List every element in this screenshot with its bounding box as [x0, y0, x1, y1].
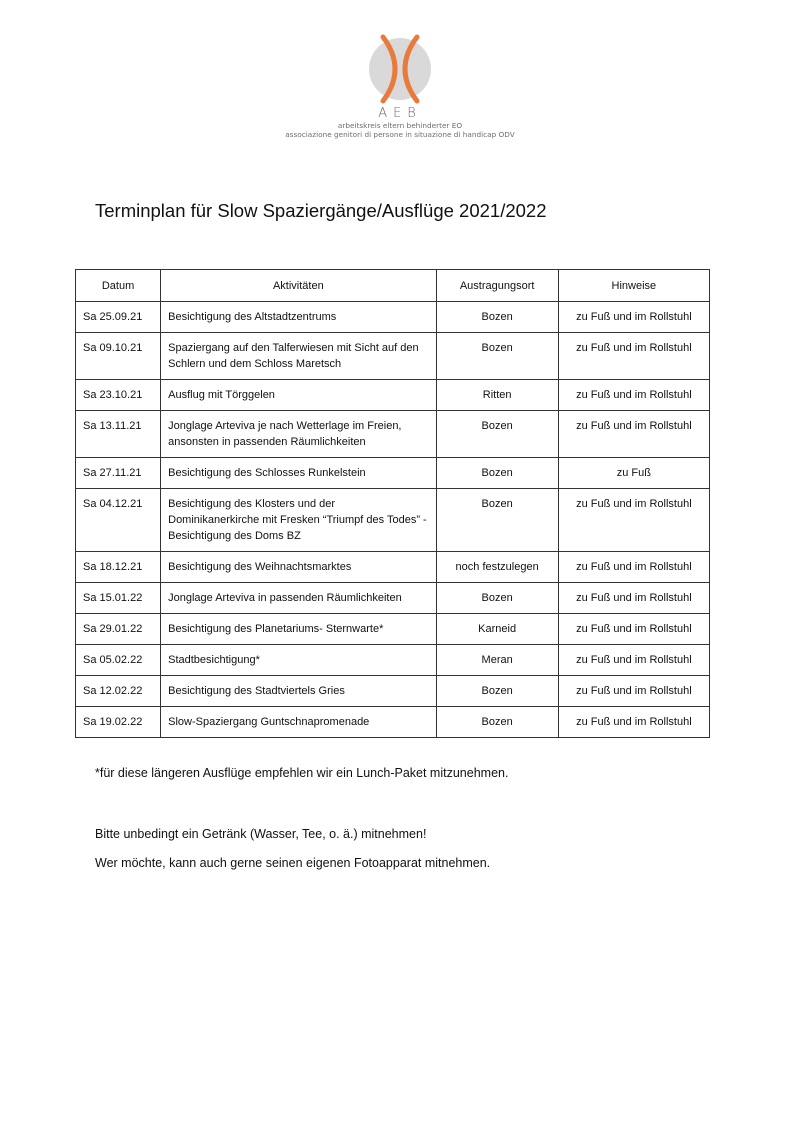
cell-hinweis: zu Fuß und im Rollstuhl [558, 380, 709, 411]
page-title: Terminplan für Slow Spaziergänge/Ausflüge 2021/2022 [95, 200, 547, 221]
table-row [76, 380, 710, 411]
header-datum: Datum [76, 270, 161, 302]
cell-ort: Bozen [436, 676, 558, 707]
cell-hinweis: zu Fuß und im Rollstuhl [558, 333, 709, 380]
table-row [76, 583, 710, 614]
cell-ort: Bozen [436, 489, 558, 552]
cell-aktivitaet: Slow-Spaziergang Guntschnapromenade [161, 707, 436, 738]
cell-hinweis: zu Fuß und im Rollstuhl [558, 302, 709, 333]
cell-aktivitaet: Besichtigung des Schlosses Runkelstein [161, 458, 436, 489]
table-row [76, 302, 710, 333]
cell-aktivitaet: Besichtigung des Klosters und der Dominikanerkirche mit Fresken “Triumpf des Todes” -Besichtigung des Doms BZ [161, 489, 436, 552]
header-hinweise: Hinweise [558, 270, 709, 302]
table-row [76, 458, 710, 489]
cell-ort: Bozen [436, 333, 558, 380]
cell-ort: Karneid [436, 614, 558, 645]
footnote-lunch: *für diese längeren Ausflüge empfehlen wir ein Lunch-Paket mitzunehmen. [95, 766, 509, 780]
cell-aktivitaet: Ausflug mit Törggelen [161, 380, 436, 411]
cell-ort: Bozen [436, 707, 558, 738]
cell-aktivitaet: Besichtigung des Stadtviertels Gries [161, 676, 436, 707]
logo-line-german: arbeitskreis eltern behinderter EO [337, 121, 463, 130]
note-camera: Wer möchte, kann auch gerne seinen eigenen Fotoapparat mitnehmen. [95, 856, 491, 870]
note-drink: Bitte unbedingt ein Getränk (Wasser, Tee, o. ä.) mitnehmen! [95, 827, 427, 841]
cell-datum: Sa 29.01.22 [76, 614, 161, 645]
cell-datum: Sa 18.12.21 [76, 552, 161, 583]
table-row [76, 333, 710, 380]
cell-ort: Bozen [436, 302, 558, 333]
cell-aktivitaet: Besichtigung des Altstadtzentrums [161, 302, 436, 333]
cell-hinweis: zu Fuß und im Rollstuhl [558, 489, 709, 552]
cell-aktivitaet: Jonglage Arteviva in passenden Räumlichkeiten [161, 583, 436, 614]
cell-hinweis: zu Fuß und im Rollstuhl [558, 645, 709, 676]
cell-aktivitaet: Spaziergang auf den Talferwiesen mit Sicht auf den Schlern und dem Schloss Maretsch [161, 333, 436, 380]
table-row [76, 645, 710, 676]
table-row [76, 411, 710, 458]
cell-datum: Sa 04.12.21 [76, 489, 161, 552]
cell-datum: Sa 19.02.22 [76, 707, 161, 738]
header-austragungsort: Austragungsort [436, 270, 558, 302]
table-row [76, 614, 710, 645]
cell-datum: Sa 25.09.21 [76, 302, 161, 333]
table-header-row [76, 270, 710, 302]
schedule-table [75, 269, 710, 738]
cell-datum: Sa 15.01.22 [76, 583, 161, 614]
cell-ort: noch festzulegen [436, 552, 558, 583]
cell-ort: Bozen [436, 458, 558, 489]
cell-hinweis: zu Fuß und im Rollstuhl [558, 707, 709, 738]
cell-datum: Sa 12.02.22 [76, 676, 161, 707]
cell-hinweis: zu Fuß und im Rollstuhl [558, 676, 709, 707]
table-row [76, 489, 710, 552]
cell-hinweis: zu Fuß und im Rollstuhl [558, 583, 709, 614]
aeb-logo [260, 34, 540, 159]
cell-ort: Bozen [436, 411, 558, 458]
cell-ort: Meran [436, 645, 558, 676]
logo-abbreviation: AEB [378, 106, 422, 121]
cell-aktivitaet: Jonglage Arteviva je nach Wetterlage im Freien, ansonsten in passenden Räumlichkeiten [161, 411, 436, 458]
cell-datum: Sa 05.02.22 [76, 645, 161, 676]
cell-datum: Sa 09.10.21 [76, 333, 161, 380]
cell-aktivitaet: Stadtbesichtigung* [161, 645, 436, 676]
cell-hinweis: zu Fuß und im Rollstuhl [558, 411, 709, 458]
logo-line-italian: associazione genitori di persone in situazione di handicap ODV [285, 130, 515, 139]
table-row [76, 707, 710, 738]
cell-datum: Sa 27.11.21 [76, 458, 161, 489]
cell-ort: Bozen [436, 583, 558, 614]
cell-hinweis: zu Fuß und im Rollstuhl [558, 614, 709, 645]
cell-aktivitaet: Besichtigung des Planetariums- Sternwarte* [161, 614, 436, 645]
logo-emblem-icon [365, 34, 435, 104]
table-row [76, 676, 710, 707]
cell-datum: Sa 23.10.21 [76, 380, 161, 411]
cell-hinweis: zu Fuß [558, 458, 709, 489]
cell-aktivitaet: Besichtigung des Weihnachtsmarktes [161, 552, 436, 583]
table-row [76, 552, 710, 583]
header-aktivitaeten: Aktivitäten [161, 270, 436, 302]
cell-datum: Sa 13.11.21 [76, 411, 161, 458]
cell-hinweis: zu Fuß und im Rollstuhl [558, 552, 709, 583]
cell-ort: Ritten [436, 380, 558, 411]
